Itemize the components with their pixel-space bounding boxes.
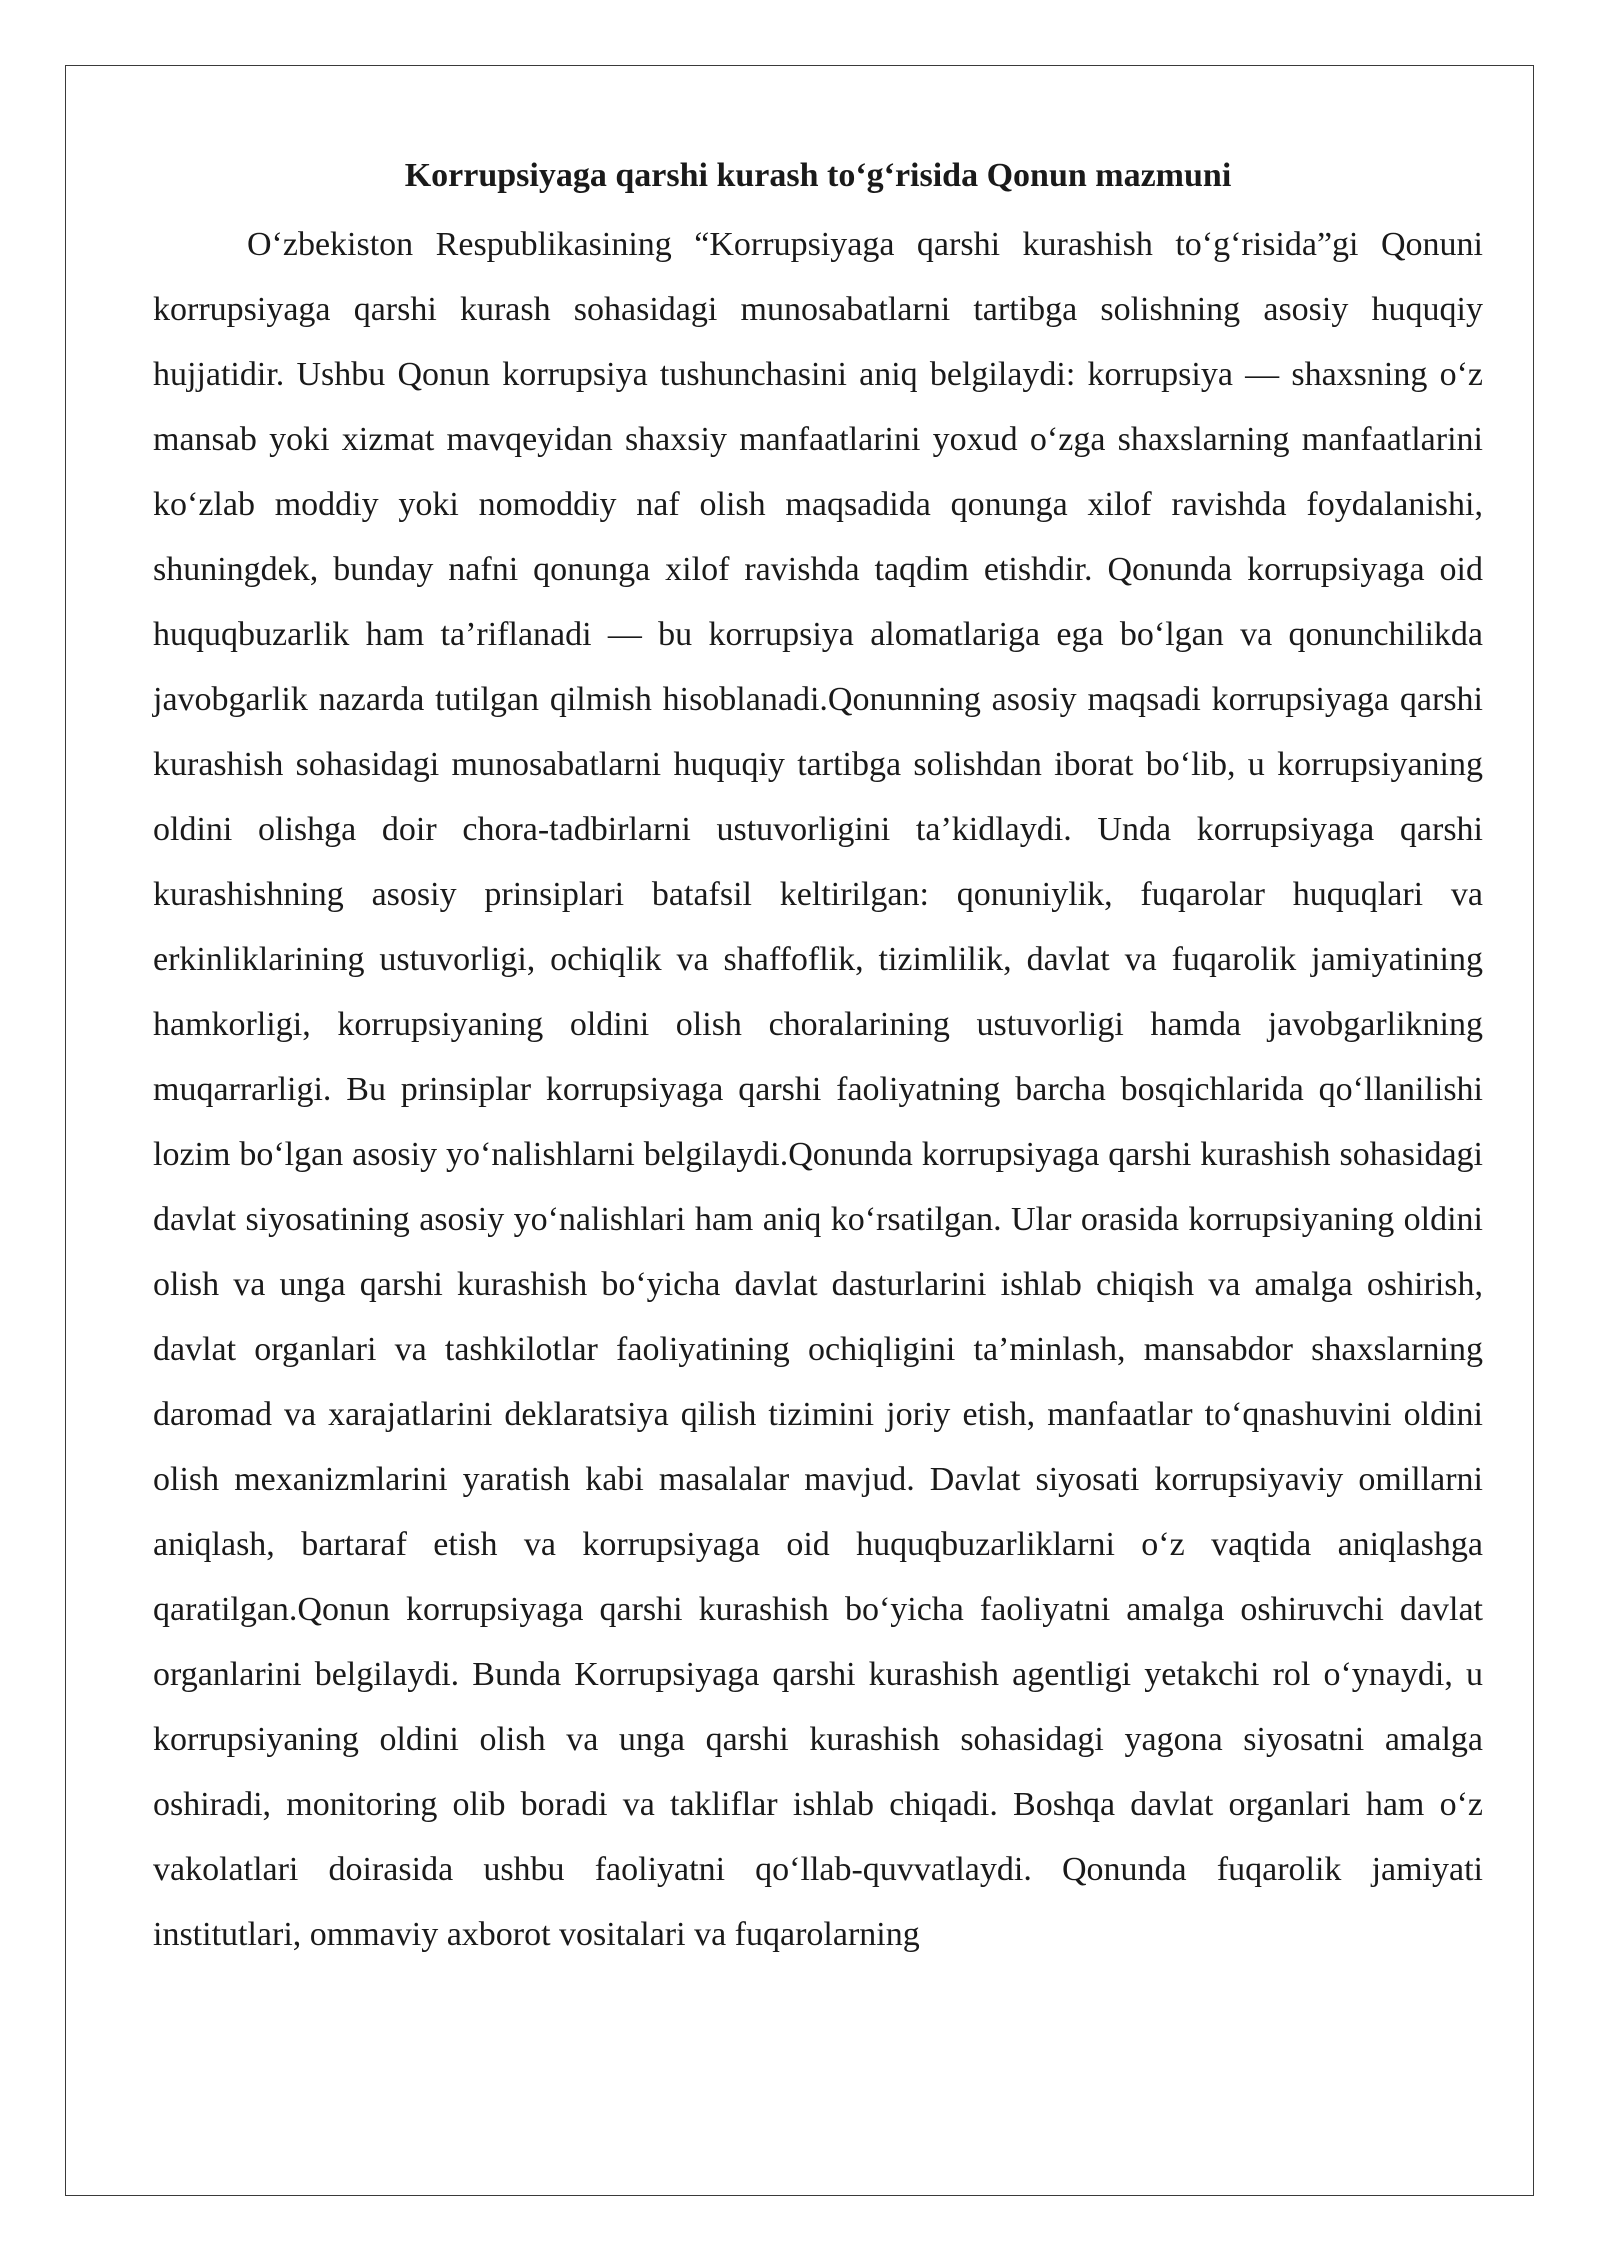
document-paragraph: O‘zbekiston Respublikasining “Korrupsiyaga qarshi kurashish to‘g‘risida”gi Qonuni korrupsiyaga qarshi kurash sohasidagi munosabatlarni tartibga solishning asosiy huquqiy hujjatidir. Ushbu Qonun korrupsiya tushunchasini aniq belgilaydi: korrupsiya — shaxsning o‘z mansab yoki xizmat mavqeyidan shaxsiy manfaatlarini yoxud o‘zga shaxslarning manfaatlarini ko‘zlab moddiy yoki nomoddiy naf olish maqsadida qonunga xilof ravishda foydalanishi, shuningdek, bunday nafni qonunga xilof ravishda taqdim etishdir. Qonunda korrupsiyaga oid huquqbuzarlik ham ta’riflanadi — bu korrupsiya alomatlariga ega bo‘lgan va qonunchilikda javobgarlik nazarda tutilgan qilmish hisoblanadi.Qonunning asosiy maqsadi korrupsiyaga qarshi kurashish sohasidagi munosabatlarni huquqiy tartibga solishdan iborat bo‘lib, u korrupsiyaning oldini olishga doir chora-tadbirlarni ustuvorligini ta’kidlaydi. Unda korrupsiyaga qarshi kurashishning asosiy prinsiplari batafsil keltirilgan: qonuniylik, fuqarolar huquqlari va erkinliklarining ustuvorligi, ochiqlik va shaffoflik, tizimlilik, davlat va fuqarolik jamiyatining hamkorligi, korrupsiyaning oldini olish choralarining ustuvorligi hamda javobgarlikning muqarrarligi. Bu prinsiplar korrupsiyaga qarshi faoliyatning barcha bosqichlarida qo‘llanilishi lozim bo‘lgan asosiy yo‘nalishlarni belgilaydi.Qonunda korrupsiyaga qarshi kurashish sohasidagi davlat siyosatining asosiy yo‘nalishlari ham aniq ko‘rsatilgan. Ular orasida korrupsiyaning oldini olish va unga qarshi kurashish bo‘yicha davlat dasturlarini ishlab chiqish va amalga oshirish, davlat organlari va tashkilotlar faoliyatining ochiqligini ta’minlash, mansabdor shaxslarning daromad va xarajatlarini deklaratsiya qilish tizimini joriy etish, manfaatlar to‘qnashuvini oldini olish mexanizmlarini yaratish kabi masalalar mavjud. Davlat siyosati korrupsiyaviy omillarni aniqlash, bartaraf etish va korrupsiyaga oid huquqbuzarliklarni o‘z vaqtida aniqlashga qaratilgan.Qonun korrupsiyaga qarshi kurashish bo‘yicha faoliyatni amalga oshiruvchi davlat organlarini belgilaydi. Bunda Korrupsiyaga qarshi kurashish agentligi yetakchi rol o‘ynaydi, u korrupsiyaning oldini olish va unga qarshi kurashish sohasidagi yagona siyosatni amalga oshiradi, monitoring olib boradi va takliflar ishlab chiqadi. Boshqa davlat organlari ham o‘z vakolatlari doirasida ushbu faoliyatni qo‘llab-quvvatlaydi. Qonunda fuqarolik jamiyati institutlari, ommaviy axborot vositalari va fuqarolarning bbox=[153, 226, 1483, 1953]
document-title: Korrupsiyaga qarshi kurash to‘g‘risida Qonun mazmuni bbox=[404, 157, 1232, 194]
document-body bbox=[153, 150, 1483, 1967]
